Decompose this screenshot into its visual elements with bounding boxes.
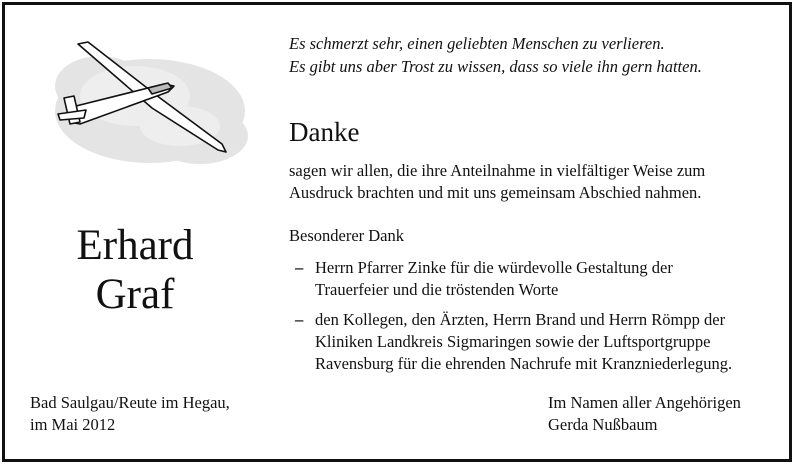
- item-text: [315, 309, 732, 375]
- signer-name: Gerda Nußbaum: [548, 415, 658, 434]
- thanks-line: sagen wir allen, die ihre Anteilnahme in vielfältiger Weise zum: [289, 161, 706, 180]
- place-date: [30, 392, 230, 436]
- thanks-title: Danke: [289, 117, 360, 147]
- bullet-dash: –: [295, 258, 304, 277]
- signature-line: Im Namen aller Angehörigen: [548, 393, 741, 412]
- last-name: Graf: [95, 271, 175, 318]
- item-line: den Kollegen, den Ärzten, Herrn Brand und Herrn Römpp der: [315, 310, 726, 329]
- quote-line: Es schmerzt sehr, einen geliebten Menschen zu verlieren.: [289, 34, 665, 53]
- signature: [548, 392, 741, 436]
- quote: [289, 32, 702, 78]
- place: Bad Saulgau/Reute im Hegau,: [30, 393, 230, 412]
- thanks-line: Ausdruck brachten und mit uns gemeinsam Abschied nahmen.: [289, 183, 702, 202]
- thanks-text: [289, 160, 705, 204]
- glider-icon: [40, 26, 250, 176]
- special-thanks-heading: Besonderer Dank: [289, 226, 405, 245]
- quote-line: Es gibt uns aber Trost zu wissen, dass so viele ihn gern hatten.: [289, 57, 702, 76]
- item-text: [315, 257, 673, 301]
- item-line: Ravensburg für die ehrenden Nachrufe mit Kranzniederlegung.: [315, 354, 733, 373]
- date: im Mai 2012: [30, 415, 116, 434]
- first-name: Erhard: [76, 222, 194, 269]
- item-line: Trauerfeier und die tröstenden Worte: [315, 280, 559, 299]
- item-line: Kliniken Landkreis Sigmaringen sowie der Luftsportgruppe: [315, 332, 711, 351]
- deceased-name: [40, 221, 230, 319]
- item-line: Herrn Pfarrer Zinke für die würdevolle Gestaltung der: [315, 258, 673, 277]
- bullet-dash: –: [295, 310, 304, 329]
